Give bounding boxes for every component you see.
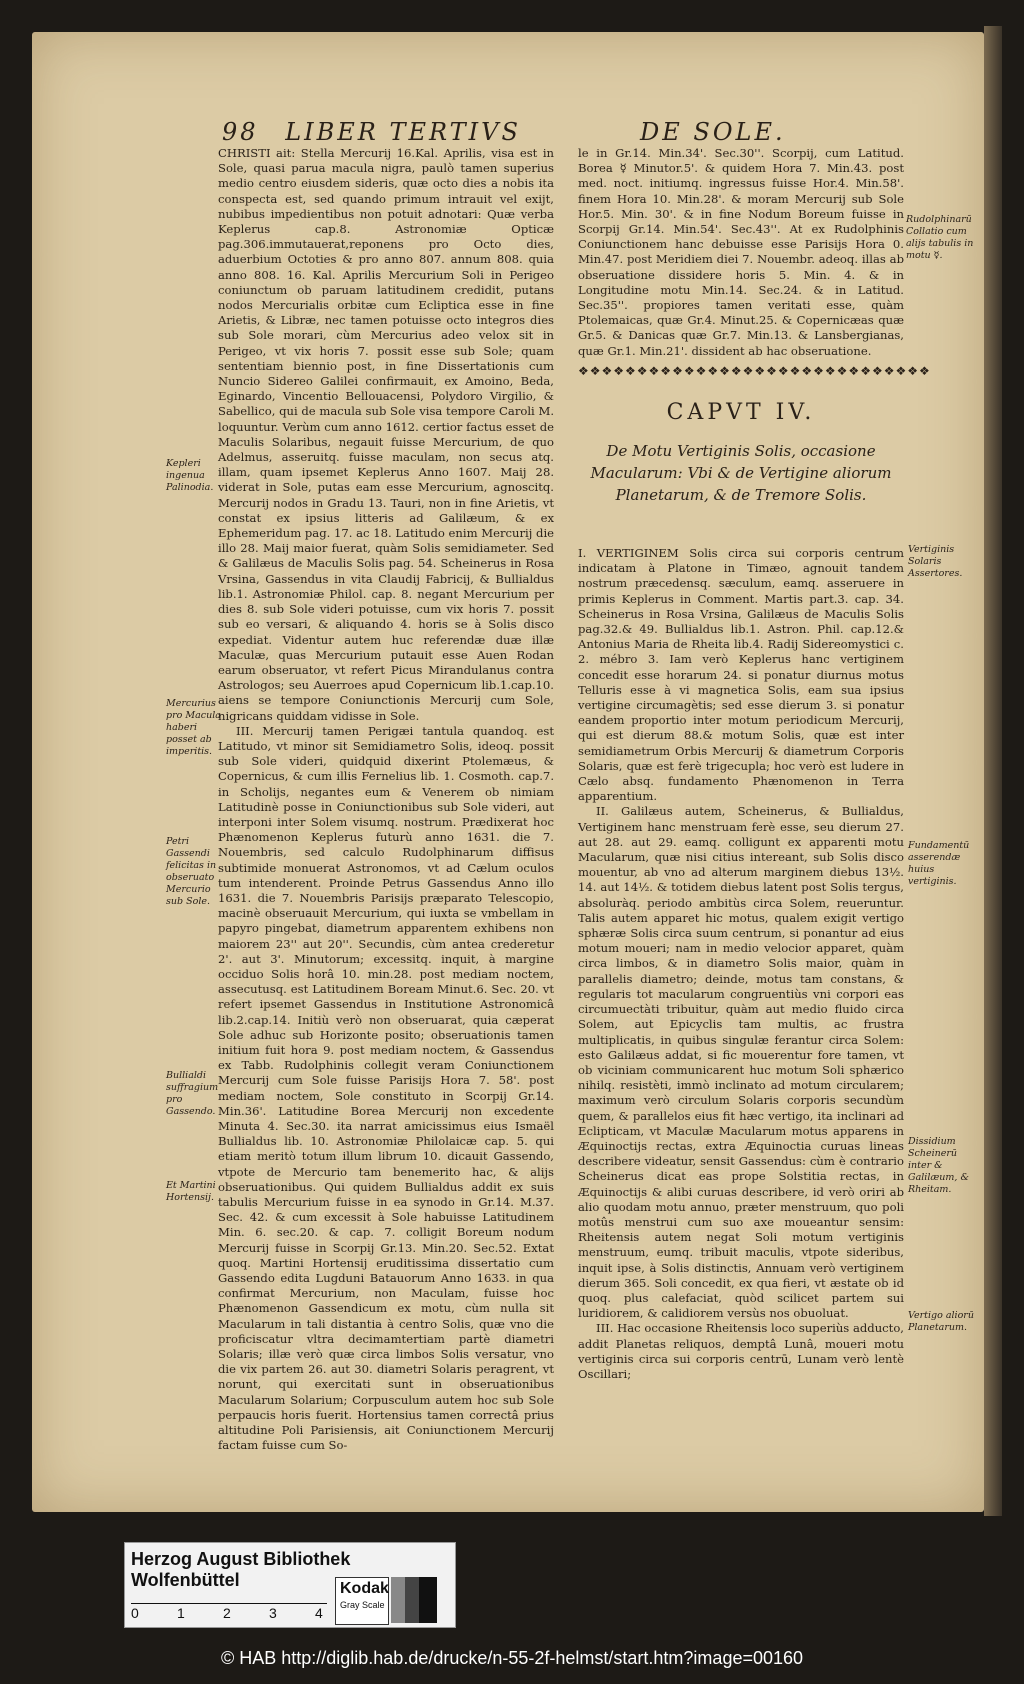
ruler-label: 3 xyxy=(269,1605,277,1621)
page-number: 98 xyxy=(222,118,259,146)
margin-note: Fundamentū asserendæ huius vertiginis. xyxy=(908,840,970,887)
library-name: Herzog August Bibliothek Wolfenbüttel xyxy=(131,1549,351,1590)
ruler-label: 4 xyxy=(315,1605,323,1621)
ornament-divider: ❖❖❖❖❖❖❖❖❖❖❖❖❖❖❖❖❖❖❖❖❖❖❖❖❖❖❖❖❖❖ xyxy=(578,364,931,378)
kodak-logo xyxy=(335,1577,389,1625)
margin-note: Kepleri ingenua Palinodia. xyxy=(166,458,214,493)
margin-note: Et Martini Hortensij. xyxy=(166,1180,216,1203)
right-text-body xyxy=(578,546,904,1386)
margin-note: Dissidium Scheinerū inter & Galilæum, & Rheitam. xyxy=(908,1136,969,1195)
margin-note: Bullialdi suffragium pro Gassendo. xyxy=(166,1070,219,1117)
kodak-brand: Kodak xyxy=(340,1580,389,1597)
margin-note: Petri Gassendi felicitas in obseruato Mercurio sub Sole. xyxy=(166,836,217,907)
color-calibration-bar xyxy=(124,1542,456,1628)
chapter-subtitle: De Motu Vertiginis Solis, occasione Macularum: Vbi & de Vertigine aliorum Planetarum, & de Tremore Solis. xyxy=(590,442,892,504)
left-text-column xyxy=(218,146,555,1453)
right-paragraph: I. VERTIGINEM Solis circa sui corporis centrum indicatam à Platone in Timæo, agnouit tandem nostrum præcedensq. sæculum, eamq. asseruere in primis Keplerus in Comment. Martis part.3. cap. 34. Scheinerus in Rosa Vrsina, Galilæus de Maculis Solis pag.32.& 49. Bullialdus lib.1. Astron. Phil. cap.12.& Antonius Maria de Rheita lib.4. Radij Sidereomystici c. 2. mébro 3. Iam verò Keplerus hanc vertiginem concedit esse horarum 24. si ponatur diurnus motus Telluris esse à vi magnetica Solis, eam sua ipsius vertigine circumagètis; sed esse dierum 3. si ponatur eandem proportio inter motum periodicum Mercurij, qui est dierum 88.& motum Solis, quæ est inter semidiametrum Orbis Mercurij & diametrum Corporis Solaris, quæ est ferè trigecupla; hoc verò est ludere in Cælo absq. fundamento Phænomenon in Terra apparentium. xyxy=(578,546,904,804)
left-running-title: LIBER TERTIVS xyxy=(285,118,521,146)
gray-patch xyxy=(405,1577,419,1623)
right-text-top xyxy=(578,146,904,358)
ruler-scale xyxy=(131,1605,331,1623)
margin-note: Vertiginis Solaris Assertores. xyxy=(908,544,963,579)
ruler-label: 2 xyxy=(223,1605,231,1621)
left-paragraph: III. Mercurij tamen Perigæi tantula quandoq. est Latitudo, vt minor sit Semidiametro Solis, ideoq. possit sub Sole videri, quidquid dixerint Ptolemæus, & Copernicus, & cum illis Fernelius lib. 1. Cosmoth. cap.7. in Scholijs, negantes eum & Venerem ob nimiam Latitudinè posse in Coniunctionibus sub Sole videri, aut interponi inter Solem visumq. nostrum. Prædixerat hoc Phænomenon Keplerus futurù anno 1631. die 7. Nouembris, sed calculo Rudolphinarum diffisus subtimide monuerat Astronomos, vt ad Cælum oculos tum intenderent. Proinde Petrus Gassendus Anno illo 1631. die 7. Nouembris Parisijs præparato Telescopio, macinè obseruauit Mercurium, qui iuxta se vmbellam in papyro pingebat, diametrum apparentem exhibens non maiorem 23'' aut 20''. Secundis, cùm antea crederetur 2'. aut 3'. Minutorum; excessitq. inquit, à margine occiduo Solis horâ 10. min.28. post mediam noctem, assecutusq. est Latitudinem Boream Minut.6. Sec. 20. vt refert ipsemet Gassendus in Institutione Astronomicâ lib.2.cap.14. Initiù verò non obseruarat, quia cæperat Sole adhuc sub Horizonte posito; obseruationis tamen initium fuit hora 9. post mediam noctem, & Gassendus ex Tabb. Rudolphinis collegit veram Coniunctionem Mercurij cum Sole fuisse Parisijs Hora 7. 58'. post mediam noctem, Sole constituto in Scorpij Gr.14. Min.36'. Latitudine Borea Mercurij non excedente Minuta 4. Sec.30. ita narrat amicissimus eius Ismaël Bullialdus lib. 10. Astronomiæ Philolaicæ cap. 5. qui etiam meritò totum illum librum 10. dicauit Gassendo, vtpote de Mercurio tam benemerito hac, & alijs obseruationibus. Qui quidem Bullialdus addit ex suis tabulis Mercurium fuisse in ea synodo in Gr.14. M.37. Sec. 42. & cum excessit à Sole habuisse Latitudinem Min. 6. sec.20. & cap. 7. colligit Boreum nodum Mercurij fuisse in Scorpij Gr.13. Min.20. Sec.52. Extat quoq. Martini Hortensij eruditissima dissertatio cum Gassendo edita Lugduni Batauorum Anno 1633. in qua confirmat Mercurium, non Maculam, fuisse hoc Phænomenon Gassendicum ex motu, cùm nulla sit Macularum in tali distantia à centro Solis, quæ vno die proficiscatur vltra decimamtertiam partè diametri Solaris; illæ verò quæ circa limbos Solis versatur, vno die vix partem 26. aut 30. diametri Solaris peragrent, vt norunt, qui exercitati sunt in obseruationibus Macularum Solarium; Corpusculum autem hoc sub Sole perpaucis horis fuerit. Hortensius tamen correctâ prius altitudine Poli Parisiensis, ait Coniunctionem Mercurij factam fuisse cum So- xyxy=(218,723,554,1453)
chapter-heading: CAPVT IV. xyxy=(666,400,816,425)
right-paragraph: III. Hac occasione Rheitensis loco superiùs adducto, addit Planetas reliquos, demptâ Lunâ, moueri motu vertiginis circa sui corporis centrū, Lunam verò lentè Oscillari; xyxy=(578,1321,904,1381)
gray-patch xyxy=(391,1577,405,1623)
gray-patch xyxy=(419,1577,437,1623)
page-number-and-title xyxy=(222,118,521,146)
right-paragraph: le in Gr.14. Min.34'. Sec.30''. Scorpij, cum Latitud. Borea ☿ Minutor.5'. & quidem Hora 7. Min.43. post med. noct. initiumq. ingressus fuisse Hor.4. Min.58'. finem Hora 10. Min.28'. & moram Mercurij sub Sole Hor.5. Min. 30'. & in fine Nodum Boreum fuisse in Scorpij Gr.14. Min.54'. Sec.43''. At ex Rudolphinis Coniunctionem hanc debuisse esse Parisijs Hora 0. Min.47. post Meridiem diei 7. Nouembr. adeoq. illas ab obseruatione dissidere horis 5. Min. 4. & in Longitudine motu Min.14. Sec.24. & in Latitud. Sec.35''. propiores tamen veritati esse, quàm Ptolemaicas, quæ Gr.4. Minut.25. & Copernicæas quæ Gr.5. & Danicas quæ Gr.7. Min.13. & Lansbergianas, quæ Gr.1. Min.21'. dissident ab hac obseruatione. xyxy=(578,146,904,358)
ruler-ticks xyxy=(131,1595,327,1604)
margin-note: Rudolphinarū Collatio cum alijs tabulis in motu ☿. xyxy=(906,214,974,261)
page-edge xyxy=(984,26,1002,1516)
right-running-title: DE SOLE. xyxy=(640,118,786,146)
ruler-label: 1 xyxy=(177,1605,185,1621)
left-paragraph: CHRISTI ait: Stella Mercurij 16.Kal. Aprilis, visa est in Sole, quasi parua macula nigra, paulò tamen superius medio centro eiusdem sideris, quæ octo dies a nobis ita conspecta est, sed quando primum intrauit vel exijt, nubibus impedientibus non potuit adnotari: Quæ verba Keplerus cap.8. Astronomiæ Opticæ pag.306.immutauerat,reponens pro Octo dies, aduerbium Octoties & pro anno 807. annum 808. quia anno 808. 16. Kal. Aprilis Mercurium Soli in Perigeo coniunctum ob paruam latitudinem credidit, putans nodos Mercurialis orbitæ cum Ecliptica esse in fine Arietis, & Libræ, nec tamen potuisse octo integros dies sub Sole morari, cùm Mercurius adeo velox sit in Perigeo, vt vix horis 7. possit esse sub Sole; quam sententiam biennio post, in fine Dissertationis cum Nuncio Sidereo Galilei confirmauit, ex Amoino, Beda, Eginardo, Vincentio Bellouacensi, Polydoro Virgilio, & Sabellico, qui de macula sub Sole visa tempore Caroli M. loquuntur. Verùm cum anno 1612. certior factus esset de Maculis Solaribus, negauit fuisse Mercurium, de quo Adelmus, asseruitq. fuisse maculam, non secus atq. illam, quam ipsemet Keplerus Anno 1607. Maij 28. viderat in Sole, putas eam esse Mercurium, agnoscitq. Mercurij nodos in Gradu 13. Tauri, non in fine Arietis, vt constat ex ipsius litteris ad Galilæum, & ex Ephemeridum pag. 17. ac 18. Latitudo enim Mercurij die illo 28. Maij maior fuerat, quàm Solis semidiameter. Sed & Galilæus de Maculis Solis pag. 54. Scheinerus in Rosa Vrsina, Gassendus in vita Claudij Fabricij, & Bullialdus lib.1. Astronomiæ Philol. cap. 8. negant Mercurium per dies 8. sub Sole videri potuisse, cum vix horis 7. possit sub eo versari, & aliquando 4. horis se à Solis disco expediat. Videntur autem huc referendæ duæ illæ Maculæ, quas Mercurium putauit esse Auen Rodan earum obseruator, vt refert Picus Mirandulanus contra Astrologos; seu Auerroes apud Copernicum lib.1.cap.10. aiens se tempore Coniunctionis Mercurij cum Sole, nigricans quiddam vidisse in Sole. xyxy=(218,146,555,723)
margin-note: Mercurius pro Macula haberi posset ab imperitis. xyxy=(166,698,221,757)
gray-scale-label: Gray Scale xyxy=(340,1600,385,1610)
margin-note: Vertigo aliorū Planetarum. xyxy=(908,1310,974,1333)
ruler-label: 0 xyxy=(131,1605,139,1621)
right-paragraph: II. Galilæus autem, Scheinerus, & Bullialdus, Vertiginem hanc menstruam ferè esse, seu dierum 27. aut 28. aut 29. eamq. colligunt ex apparenti motu Macularum, quæ nisi citius intereant, sub Solis disco mouentur, ab vno ad alterum marginem diebus 13½. 14. aut 14½. & totidem diebus latent post Solis tergus, absoluràq. periodo ambitùs circa Solem, reueruntur. Talis autem apparet hic motus, qualem exigit vertigo sphæræ Solis circa suum centrum, si ponantur ad eius motum moueri; nam in medio velocior apparet, quàm circa limbos, & in diametro Solis maior, quàm in parallelis diametro; deinde, motus tam constans, & regularis tot macularum congruentiùs vni corpori eas circumuectàti tribuitur, quàm aut medio fluido circa Solem, aut Epicyclis tam multis, ac frustra multiplicatis, in quibus singulæ ferantur circa Solem: esto Galilæus addat, si fic mouerentur fore tamen, vt ob viciniam communicarent huc motum Soli sphærico nihilq. resistèti, immò inclinato ad motum circularem; maximum verò circulum Solaris corporis secundùm quem, & parallelos eius fit hæc vertigo, ita inclinari ad Eclipticam, vt Maculæ Macularum motus apparens in Æquinoctijs rectas, extra Æquinoctia curuas lineas describere videatur, sensit Gassendus: cùm è contrario Scheinerus dicat eas prope Solstitia rectas, in Æquinoctijs & alibi curuas describere, id verò oriri ab alio quodam motu annuo, præter menstruum, quo poli motûs menstrui cum suo axe moueantur sensim: Rheitensis autem negat Soli motum vertiginis menstruum, eumq. tribuit maculis, vtpote sideribus, inquit ipse, à Solis distinctis, Annuam verò vertiginem dierum 365. Soli concedit, ex qua fieri, vt æstate ob id quoq. plus calefaciat, quòd scilicet partem sui luridiorem, & calidiorem versùs nos obuoluat. xyxy=(578,804,904,1321)
footer-url: © HAB http://diglib.hab.de/drucke/n-55-2f-helmst/start.htm?image=00160 xyxy=(220,1648,804,1668)
